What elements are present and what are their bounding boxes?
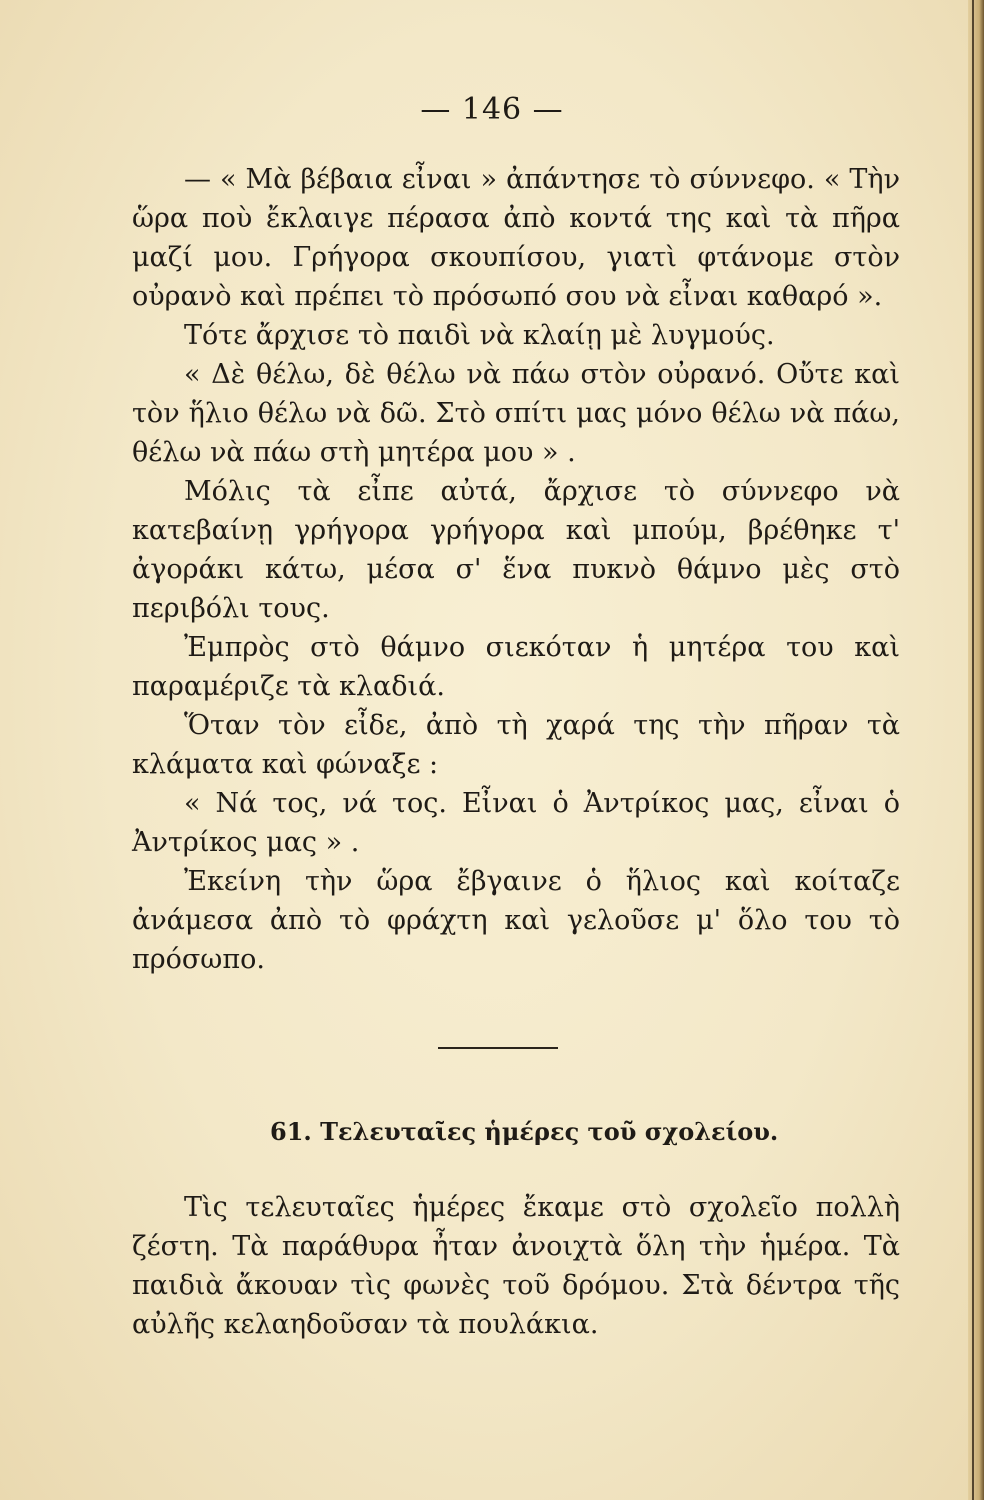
paragraph: Ὅταν τὸν εἶδε, ἀπὸ τὴ χαρά της τὴν πῆραν τὰ κλάματα καὶ φώναξε : — [132, 710, 900, 780]
paragraph: Τότε ἄρχισε τὸ παιδὶ νὰ κλαίῃ μὲ λυγμούς. — [184, 320, 775, 351]
paragraph: « Νά τος, νά τος. Εἶναι ὁ Ἀντρίκος μας, εἶναι ὁ Ἀντρίκος μας » . — [132, 788, 900, 858]
binding-line — [972, 0, 974, 1500]
paragraph: Ἐκείνη τὴν ὥρα ἔβγαινε ὁ ἥλιος καὶ κοίταζε ἀνάμεσα ἀπὸ τὸ φράχτη καὶ γελοῦσε μ' ὅλο του τὸ πρόσωπο. — [132, 866, 900, 975]
paragraph: « Δὲ θέλω, δὲ θέλω νὰ πάω στὸν οὐρανό. Οὔτε καὶ τὸν ἥλιο θέλω νὰ δῶ. Στὸ σπίτι μας μόνο θέλω νὰ πάω, θέλω νὰ πάω στὴ μητέρα μου » . — [132, 359, 900, 468]
section-text — [132, 1188, 900, 1344]
paragraph: Τὶς τελευταῖες ἡμέρες ἔκαμε στὸ σχολεῖο πολλὴ ζέστη. Τὰ παράθυρα ἦταν ἀνοιχτὰ ὅλη τὴν ἡμέρα. Τὰ παιδιὰ ἄκουαν τὶς φωνὲς τοῦ δρόμου. Στὰ δέντρα τῆς αὐλῆς κελαηδοῦσαν τὰ πουλάκια. — [132, 1192, 900, 1340]
page-edge — [968, 0, 984, 1500]
section-heading: 61. Τελευταῖες ἡμέρες τοῦ σχολείου. — [270, 1117, 779, 1146]
paragraph: Ἐμπρὸς στὸ θάμνο σιεκόταν ἡ μητέρα του καὶ παραμέριζε τὰ κλαδιά. — [132, 632, 900, 702]
page-number: — 146 — — [420, 92, 564, 127]
paragraph: — « Μὰ βέβαια εἶναι » ἀπάντησε τὸ σύννεφο. « Τὴν ὥρα ποὺ ἔκλαιγε πέρασα ἀπὸ κοντά της καὶ τὰ πῆρα μαζί μου. Γρήγορα σκουπίσου, γιατὶ φτάνομε στὸν οὐρανὸ καὶ πρέπει τὸ πρόσωπό σου νὰ εἶναι καθαρό ». — [132, 164, 900, 312]
paragraph: Μόλις τὰ εἶπε αὐτά, ἄρχισε τὸ σύννεφο νὰ κατεβαίνῃ γρήγορα γρήγορα καὶ μπούμ, βρέθηκε τ' ἀγοράκι κάτω, μέσα σ' ἕνα πυκνὸ θάμνο μὲς στὸ περιβόλι τους. — [132, 476, 900, 624]
section-divider — [438, 1047, 558, 1049]
story-text — [132, 160, 900, 979]
